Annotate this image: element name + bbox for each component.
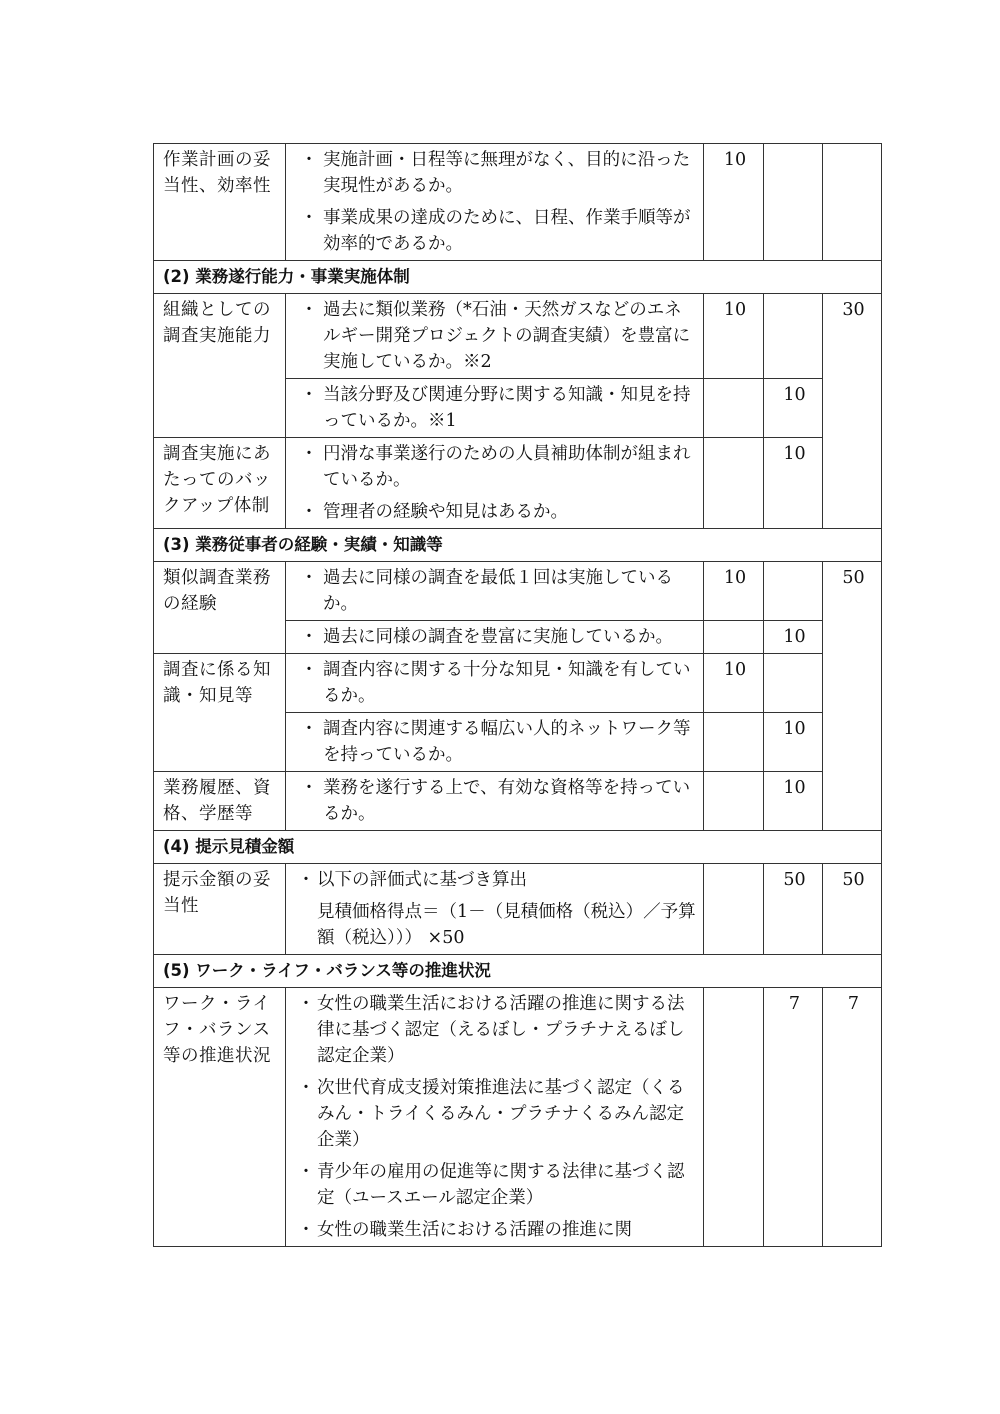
- bullet-item: ・ 青少年の雇用の促進等に関する法律に基づく認定（ユースエール認定企業）: [297, 1162, 685, 1208]
- category-cell: 類似調査業務の経験: [154, 562, 286, 654]
- score-cell: [704, 988, 764, 1247]
- bullet-item: ・ 当該分野及び関連分野に関する知識・知見を持っているか。※1: [300, 385, 691, 431]
- table-row: [154, 988, 882, 1247]
- category-cell: 調査に係る知識・知見等: [154, 654, 286, 772]
- section-total-cell: 30: [823, 294, 882, 529]
- score-cell: 10: [704, 144, 764, 261]
- bullet-item: ・ 過去に類似業務（*石油・天然ガスなどのエネルギー開発プロジェクトの調査実績）を豊富に実施しているか。※2: [300, 300, 691, 372]
- score-cell: 10: [764, 621, 823, 654]
- category-cell: ワーク・ライフ・バランス等の推進状況: [154, 988, 286, 1247]
- section-total-cell: 50: [823, 562, 882, 831]
- bullet-item: ・ 以下の評価式に基づき算出: [297, 870, 527, 890]
- category-cell: 組織としての調査実施能力: [154, 294, 286, 438]
- table-row: [154, 654, 882, 713]
- bullet-item: ・ 事業成果の達成のために、日程、作業手順等が効率的であるか。: [300, 208, 691, 254]
- criteria-cell: [286, 988, 704, 1247]
- section-heading: (5) ワーク・ライフ・バランス等の推進状況: [154, 955, 882, 988]
- bullet-item: ・ 女性の職業生活における活躍の推進に関する法律に基づく認定（えるぼし・プラチナえるぼし認定企業）: [297, 994, 685, 1066]
- score-formula: 見積価格得点＝（1－（見積価格（税込）／予算額（税込））） ×50: [317, 902, 696, 948]
- criteria-cell: [286, 144, 704, 261]
- bullet-item: ・ 過去に同様の調査を最低１回は実施しているか。: [300, 568, 673, 614]
- score-cell: [704, 438, 764, 529]
- table-row: [154, 294, 882, 379]
- section-row: [154, 955, 882, 988]
- category-cell: 業務履歴、資格、学歴等: [154, 772, 286, 831]
- score-cell: 10: [704, 294, 764, 379]
- score-cell: 10: [764, 379, 823, 438]
- criteria-cell: [286, 294, 704, 379]
- table-row: [154, 562, 882, 621]
- bullet-item: ・ 調査内容に関連する幅広い人的ネットワーク等を持っているか。: [300, 719, 691, 765]
- category-cell: 調査実施にあたってのバックアップ体制: [154, 438, 286, 529]
- bullet-item: ・ 円滑な事業遂行のための人員補助体制が組まれているか。: [300, 444, 691, 490]
- section-heading: (3) 業務従事者の経験・実績・知識等: [154, 529, 882, 562]
- section-total-cell: 7: [823, 988, 882, 1247]
- score-cell: [764, 144, 823, 261]
- criteria-cell: [286, 379, 704, 438]
- score-cell: [704, 379, 764, 438]
- bullet-item: ・ 調査内容に関する十分な知見・知識を有しているか。: [300, 660, 691, 706]
- score-cell: 10: [764, 713, 823, 772]
- criteria-cell: [286, 864, 704, 955]
- score-cell: [704, 864, 764, 955]
- table-row: [154, 144, 882, 261]
- table-row: [154, 864, 882, 955]
- section-row: [154, 831, 882, 864]
- score-cell: 10: [704, 562, 764, 621]
- score-cell: [764, 654, 823, 713]
- category-cell: 作業計画の妥当性、効率性: [154, 144, 286, 261]
- score-cell: 50: [764, 864, 823, 955]
- score-cell: [704, 621, 764, 654]
- bullet-item: ・ 管理者の経験や知見はあるか。: [300, 502, 568, 522]
- section-total-cell: 50: [823, 864, 882, 955]
- criteria-cell: [286, 654, 704, 713]
- score-cell: [764, 294, 823, 379]
- section-row: [154, 529, 882, 562]
- bullet-item: ・ 過去に同様の調査を豊富に実施しているか。: [300, 627, 673, 647]
- bullet-item: ・ 次世代育成支援対策推進法に基づく認定（くるみん・トライくるみん・プラチナくるみん認定企業）: [297, 1078, 685, 1150]
- criteria-cell: [286, 562, 704, 621]
- criteria-cell: [286, 713, 704, 772]
- score-cell: [823, 144, 882, 261]
- score-cell: [764, 562, 823, 621]
- section-heading: (4) 提示見積金額: [154, 831, 882, 864]
- section-row: [154, 261, 882, 294]
- section-heading: (2) 業務遂行能力・事業実施体制: [154, 261, 882, 294]
- criteria-cell: [286, 772, 704, 831]
- bullet-item: ・ 業務を遂行する上で、有効な資格等を持っているか。: [300, 778, 691, 824]
- score-cell: 10: [704, 654, 764, 713]
- table-row: [154, 772, 882, 831]
- bullet-item: ・ 女性の職業生活における活躍の推進に関: [297, 1220, 632, 1240]
- score-cell: 10: [764, 772, 823, 831]
- category-cell: 提示金額の妥当性: [154, 864, 286, 955]
- criteria-cell: [286, 621, 704, 654]
- score-cell: [704, 772, 764, 831]
- criteria-cell: [286, 438, 704, 529]
- score-cell: 7: [764, 988, 823, 1247]
- bullet-item: ・ 実施計画・日程等に無理がなく、目的に沿った実現性があるか。: [300, 150, 691, 196]
- score-cell: [704, 713, 764, 772]
- table-row: [154, 438, 882, 529]
- score-cell: 10: [764, 438, 823, 529]
- evaluation-table: [153, 143, 882, 1247]
